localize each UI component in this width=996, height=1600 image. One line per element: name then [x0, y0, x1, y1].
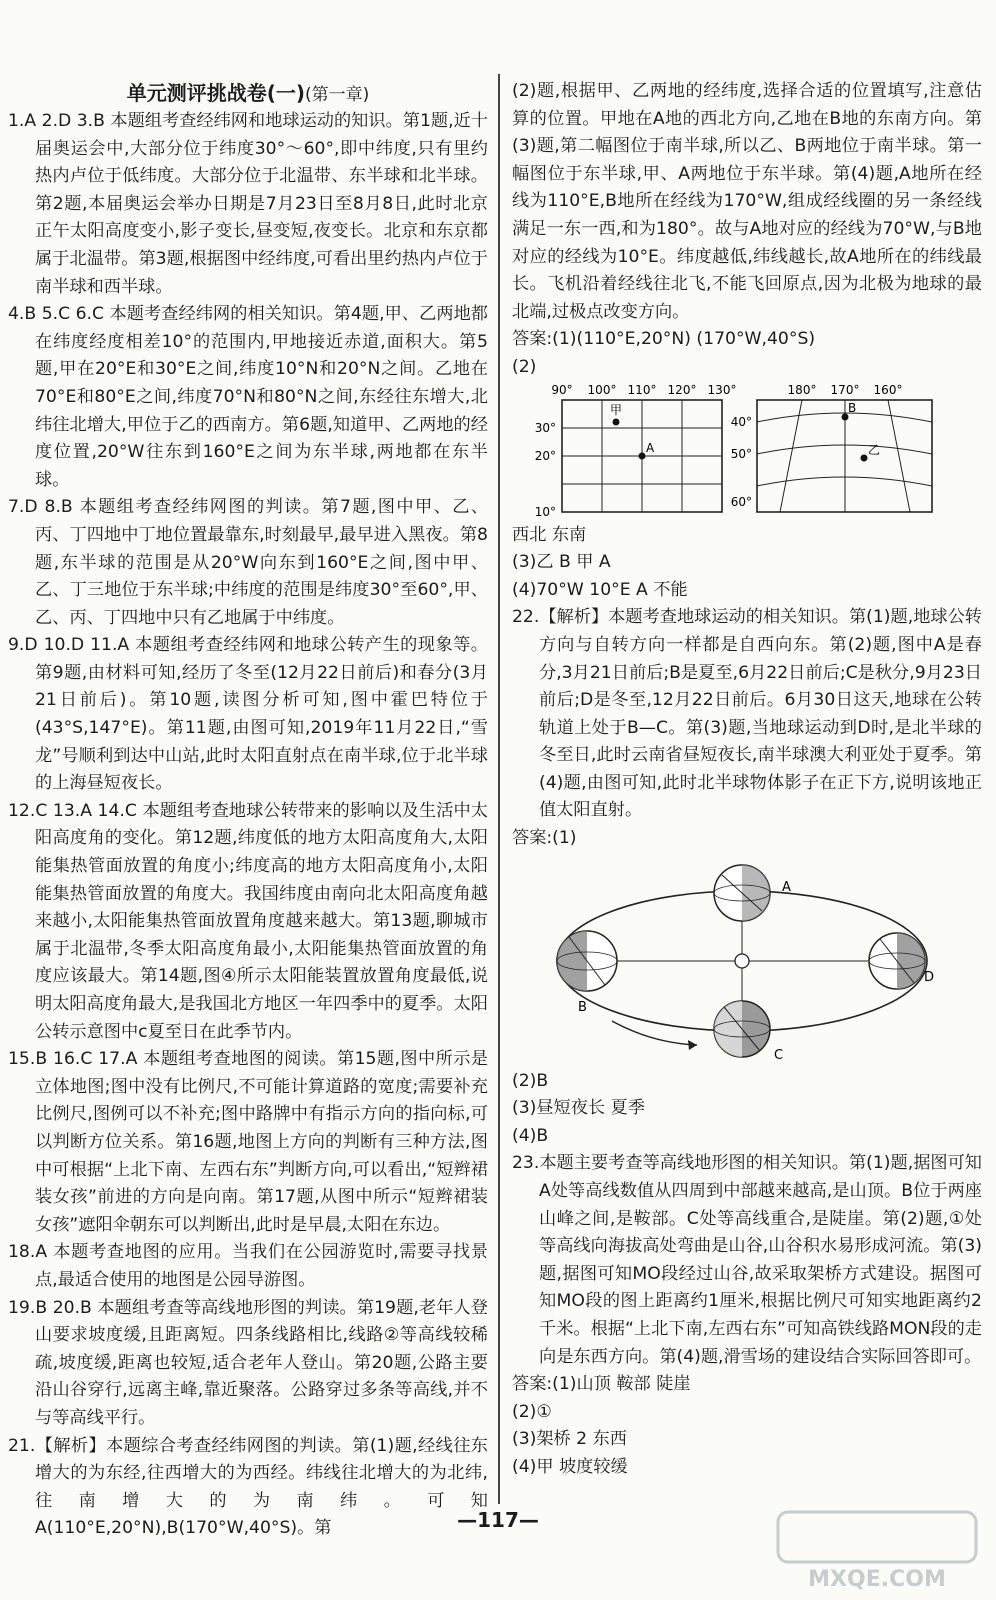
- earth-a-icon: [714, 865, 770, 921]
- answer-21-direction: 西北 东南: [512, 524, 587, 545]
- map2-lat-50: 50°: [730, 446, 752, 461]
- point-yi-label: 乙: [868, 442, 881, 457]
- answer-1-3: 1.A 2.D 3.B 本题组考查经纬网和地球运动的知识。第1题,近十届奥运会中,大部分位于纬度30°～60°,即中纬度,只有里约热内卢位于低纬度。大部分位于北温带、东半球和北半球。第2题,本届奥运会举办日期是7月23日至8月8日,此时北京正午太阳高度变小,影子变长,昼变短,夜变长。北京和东京都属于北温带。第3题,根据图中经纬度,可看出里约热内卢位于南半球和西半球。: [8, 111, 488, 297]
- answer-21-1: 答案:(1)(110°E,20°N) (170°W,40°S): [512, 329, 816, 350]
- earth-b-icon: [557, 931, 617, 991]
- answer-15-17: 15.B 16.C 17.A 本题组考查地图的阅读。第15题,图中所示是立体地图;图中没有比例尺,不可能计算道路的宽度;需要补充比例尺,图例可以不补充;图中路牌中有指示方向的指向标,可以判断方位关系。第16题,地图上方向的判断有三种方法,图中可根据“上北下南、左西右东”判断方向,可以看出,“短辫裙装女孩”前进的方向是向南。第17题,从图中所示“短辫裙装女孩”遮阳伞朝东可以判断出,此时是早晨,太阳在东边。: [8, 1049, 488, 1235]
- map1-lat-30: 30°: [534, 420, 556, 435]
- orbit-arrow-icon: [612, 1021, 697, 1050]
- page-number: —117—: [457, 1508, 539, 1532]
- answer-23-4: (4)甲 坡度较缓: [512, 1456, 628, 1477]
- answer-22-3: (3)昼短夜长 夏季: [512, 1098, 645, 1119]
- answer-23-2: (2)①: [512, 1401, 552, 1422]
- point-b-label: B: [848, 400, 857, 415]
- answer-12-14: 12.C 13.A 14.C 本题组考查地球公转带来的影响以及生活中太阳高度角的变化。第12题,纬度低的地方太阳高度角大,太阳能集热管面放置的角度小;纬度高的地方太阳高度角小,太阳能集热管面放置的角度大。我国纬度由南向北太阳高度角越来越小,太阳能集热管面放置角度越来越大。第13题,聊城市属于北温带,冬季太阳高度角最小,太阳能集热管面放置的角度应该最大。第14题,图④所示太阳能装置放置角度最低,说明太阳高度角最大,是我国北方地区一年四季中的夏季。太阳公转示意图中c夏至日在此季节内。: [8, 800, 488, 1042]
- map2-lon-170: 170°: [830, 382, 860, 397]
- answer-21-2-label: (2): [512, 356, 537, 377]
- answer-22: 22.【解析】本题考查地球运动的相关知识。第(1)题,地球公转方向与自转方向一样都是自西向东。第(2)题,图中A是春分,3月21日前后;B是夏至,6月22日前后;C是秋分,9月23日前后;D是冬至,12月22日前后。6月30日这天,地球在公转轨道上处于B—C。第(3)题,当地球运动到D时,是北半球的冬至日,此时云南省昼短夜长,南半球澳大利亚处于夏季。第(4)题,由图可知,此时北半球物体影子在正下方,说明该地正值太阳直射。: [512, 607, 982, 821]
- map1-lon-90: 90°: [551, 382, 573, 397]
- map1-lat-20: 20°: [534, 448, 556, 463]
- answer-21-3: (3)乙 B 甲 A: [512, 552, 611, 573]
- title-sub: (第一章): [305, 85, 370, 105]
- answer-19-20: 19.B 20.B 本题组考查等高线地形图的判读。第19题,老年人登山要求坡度缓,且距离短。四条线路相比,线路②等高线较稀疏,坡度缓,距离也较短,适合老年人登山。第20题,公路主要沿山谷穿行,远离主峰,靠近聚落。公路穿过多条等高线,并不与等高线平行。: [8, 1297, 488, 1428]
- answer-23-1: 答案:(1)山顶 鞍部 陡崖: [512, 1374, 691, 1395]
- answer-23: 23.本题主要考查等高线地形图的相关知识。第(1)题,据图可知A处等高线数值从四周到中部越来越高,是山顶。B位于两座山峰之间,是鞍部。C处等高线重合,是陡崖。第(2)题,①处等高线向海拔高处弯曲是山谷,山谷积水易形成河流。第(3)题,据图可知MO段经过山谷,故采取架桥方式建设。据图可知MO段的图上距离约1厘米,根据比例尺可知实地距离约2千米。根据“上北下南,左西右东”可知高铁线路MON段的走向是东西方向。第(4)题,滑雪场的建设结合实际回答即可。: [512, 1153, 982, 1367]
- graticule-figures: [512, 382, 982, 522]
- map1-lon-110: 110°: [627, 382, 657, 397]
- sun-icon: [730, 949, 754, 973]
- point-jia-label: 甲: [610, 402, 623, 417]
- answer-22-4: (4)B: [512, 1125, 549, 1146]
- left-column: [8, 78, 488, 1543]
- column-divider: [498, 74, 500, 1504]
- watermark-logo-icon: [772, 1508, 982, 1592]
- map2-lat-40: 40°: [730, 414, 752, 429]
- page-title: [8, 78, 488, 108]
- orbit-figure: [512, 853, 982, 1068]
- answer-22-2: (2)B: [512, 1070, 549, 1091]
- map-eastern: [535, 383, 737, 519]
- answer-7-8: 7.D 8.B 本题组考查经纬网图的判读。第7题,图中甲、乙、丙、丁四地中丁地位置最靠东,时刻最早,最早进入黑夜。第8题,东半球的范围是从20°W向东到160°E之间,图中甲、乙、丁三地位于东半球;中纬度的范围是纬度30°至60°,甲、乙、丙、丁四地中只有乙地属于中纬度。: [8, 497, 488, 628]
- orbit-label-b: B: [578, 999, 587, 1015]
- orbit-svg: [512, 853, 972, 1068]
- orbit-label-c: C: [774, 1047, 784, 1063]
- map2-lon-160: 160°: [873, 382, 903, 397]
- right-column: [512, 78, 982, 1482]
- watermark-text: MXQE.COM: [808, 1567, 946, 1592]
- map1-lon-130: 130°: [707, 382, 737, 397]
- map1-lat-10: 10°: [534, 504, 556, 519]
- earth-c-icon: [714, 1001, 770, 1057]
- map2-lon-180: 180°: [787, 382, 817, 397]
- answer-23-3: (3)架桥 2 东西: [512, 1429, 627, 1450]
- point-a-marker: [639, 452, 646, 459]
- orbit-label-d: D: [924, 969, 935, 985]
- map1-lon-100: 100°: [587, 382, 617, 397]
- answer-21-start: 21.【解析】本题综合考查经纬网图的判读。第(1)题,经线往东增大的为东经,往西增大的为西经。纬线往北增大的为北纬,往南增大的为南纬。可知A(110°E,20°N),B(170°W,40°S)。第: [8, 1435, 488, 1539]
- earth-d-icon: [869, 933, 925, 989]
- answer-9-11: 9.D 10.D 11.A 本题组考查经纬网和地球公转产生的现象等。第9题,由材料可知,经历了冬至(12月22日前后)和春分(3月21日前后)。第10题,读图分析可知,图中霍巴特位于(43°S,147°E)。第11题,由图可知,2019年11月22日,“雪龙”号顺利到达中山站,此时太阳直射点在南半球,位于北半球的上海昼短夜长。: [8, 635, 488, 794]
- orbit-label-a: A: [782, 879, 791, 895]
- answer-22-1: 答案:(1): [512, 828, 577, 849]
- title-main: 单元测评挑战卷(一): [126, 81, 305, 105]
- point-yi-marker: [861, 454, 868, 461]
- answer-21-4: (4)70°W 10°E A 不能: [512, 579, 688, 600]
- answer-18: 18.A 本题考查地图的应用。当我们在公园游览时,需要寻找景点,最适合使用的地图是公园导游图。: [8, 1242, 488, 1290]
- point-a-label: A: [646, 440, 655, 455]
- graticule-svg: [512, 382, 942, 522]
- answer-21-cont: (2)题,根据甲、乙两地的经纬度,选择合适的位置填写,注意估算的位置。甲地在A地的西北方向,乙地在B地的东南方向。第(3)题,第二幅图位于南半球,所以乙、B两地位于南半球。第一幅图位于东半球,甲、A两地位于东半球。第(4)题,A地所在经线为110°E,B地所在经线为170°W,组成经线圈的另一条经线满足一东一西,和为180°。故与A地对应的经线为70°W,与B地对应的经线为10°E。纬度越低,纬线越长,故A地所在的纬线最长。飞机沿着经线往北飞,不能飞回原点,因为北极为地球的最北端,过极点改变方向。: [512, 81, 982, 322]
- map2-lat-60: 60°: [730, 494, 752, 509]
- point-jia-marker: [613, 418, 620, 425]
- map-southern: [731, 383, 932, 512]
- answer-4-6: 4.B 5.C 6.C 本题考查经纬网的相关知识。第4题,甲、乙两地都在纬度经度相差10°的范围内,甲地接近赤道,面积大。第5题,甲在20°E和30°E之间,纬度10°N和20°N之间。乙地在70°E和80°E之间,纬度70°N和80°N之间,东经往东增大,北纬往北增大,甲位于乙的西南方。第6题,知道甲、乙两地的经度位置,20°W往东到160°E之间为东半球,两地都在东半球。: [8, 304, 488, 490]
- map1-lon-120: 120°: [667, 382, 697, 397]
